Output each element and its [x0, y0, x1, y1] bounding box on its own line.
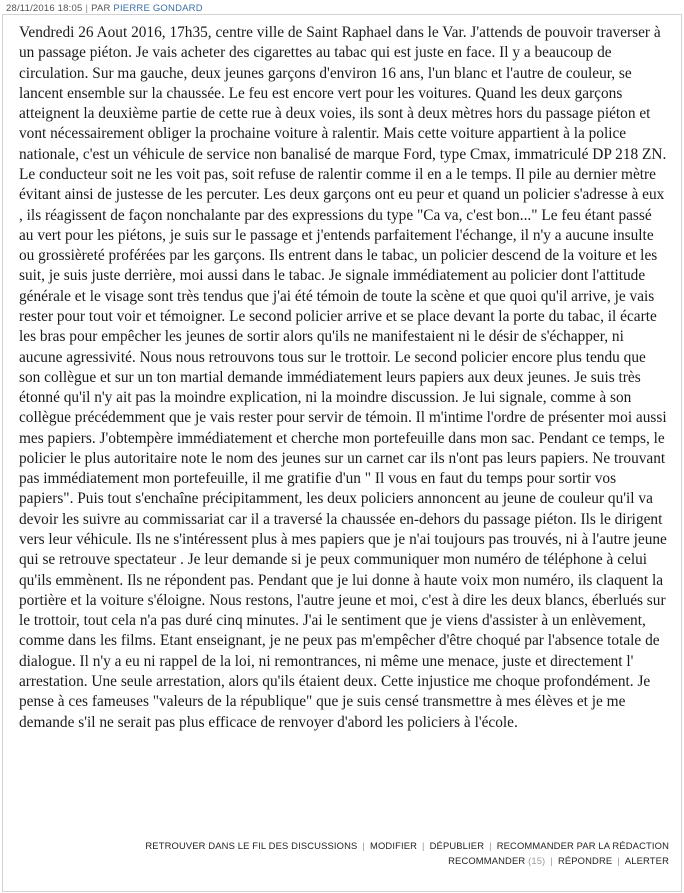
pipe-separator: | [362, 840, 365, 851]
meta-separator: | [85, 3, 89, 14]
repondre-link[interactable]: RÉPONDRE [557, 854, 613, 866]
pipe-separator: | [617, 854, 620, 866]
actions-row-2 [145, 854, 669, 869]
depublier-link[interactable]: DÉPUBLIER [429, 840, 485, 851]
pipe-separator: | [489, 840, 492, 851]
comment-body: Vendredi 26 Aout 2016, 17h35, centre ville de Saint Raphael dans le Var. J'attends de pouvoir traverser à un passage piéton. Je vais acheter des cigarettes au tabac qui est juste en face. Il y a beaucoup de circulation. Sur ma gauche, deux jeunes garçons d'environ 16 ans, l'un blanc et l'autre de couleur, se lancent ensemble sur la chaussée. Le feu est encore vert pour les voitures. Quand les deux garçons atteignent la deuxième partie de cette rue à deux voies, ils sont à deux mètres hors du passage piéton et vont nécessairement obliger la prochaine voiture à ralentir. Mais cette voiture appartient à la police nationale, c'est un véhicule de service non banalisé de marque Ford, type Cmax, immatriculé DP 218 ZN. Le conducteur soit ne les voit pas, soit refuse de ralentir comme il en a le temps. Il pile au dernier mètre évitant ainsi de justesse de les percuter. Les deux garçons ont eu peur et quand un policier s'adresse à eux , ils réagissent de façon nonchalante par des expressions du type "Ca va, c'est bon..." Le feu étant passé au vert pour les piétons, je suis sur le passage et j'entends parfaitement l'échange, il n'y a aucune insulte ou grossièreté proférées par les garçons. Ils entrent dans le tabac, un policier descend de la voiture et les suit, je suis juste derrière, moi aussi dans le tabac. Je signale immédiatement au policier dont l'attitude générale et le visage sont très tendus que j'ai été témoin de toute la scène et que quoi qu'il arrive, je vais rester pour tout voir et témoigner. Le second policier arrive et se place devant la porte du tabac, il écarte les bras pour empêcher les jeunes de sortir alors qu'ils ne manifestaient ni le désir de s'échapper, ni aucune agressivité. Nous nous retrouvons tous sur le trottoir. Le second policier encore plus tendu que son collègue et sur un ton martial demande immédiatement leurs papiers aux deux jeunes. Je suis très étonné qu'il n'y ait pas la moindre explication, ni la moindre discussion. Je lui signale, comme à son collègue précédemment que je vais rester pour servir de témoin. Il m'intime l'ordre de présenter moi aussi mes papiers. J'obtempère immédiatement et cherche mon portefeuille dans mon sac. Pendant ce temps, le policier le plus autoritaire note le nom des jeunes sur un carnet car ils n'ont pas leurs papiers. Ne trouvant pas immédiatement mon portefeuille, il me gratifie d'un " Il vous en faut du temps pour sortir vos papiers". Puis tout s'enchaîne précipitamment, les deux policiers annoncent au jeune de couleur qu'il va devoir les suivre au commissariat car il a traversé la chaussée en-dehors du passage piéton. Ils le dirigent vers leur véhicule. Ils ne s'intéressent plus à mes papiers que je n'ai toujours pas trouvés, ni à l'autre jeune qui se retrouve spectateur . Je leur demande si je peux communiquer mon numéro de téléphone à celui qu'ils emmènent. Ils ne répondent pas. Pendant que je lui donne à haute voix mon numéro, ils claquent la portière et la voiture s'éloigne. Nous restons, l'autre jeune et moi, c'est à dire les deux blancs, éberlués sur le trottoir, tout cela n'a pas duré cinq minutes. J'ai le sentiment que je viens d'assister à un enlèvement, comme dans les films. Etant enseignant, je ne peux pas m'empêcher d'être choqué par l'absence totale de dialogue. Il n'y a eu ni rappel de la loi, ni remontrances, ni même une menace, juste et directement l' arrestation. Une seule arrestation, alors qu'ils étaient deux. Cette injustice me choque profondément. Je pense à ces fameuses "valeurs de la république" que je suis censé transmettre à mes élèves et je me demande s'il ne serait pas plus efficace de renvoyer d'abord les policiers à l'école. [19, 24, 667, 731]
author-link[interactable]: PIERRE GONDARD [113, 3, 203, 14]
recommander-count: (15) [528, 854, 546, 866]
recommander-link[interactable]: RECOMMANDER [448, 854, 526, 866]
recommander-redaction-link[interactable]: RECOMMANDER PAR LA RÉDACTION [496, 840, 669, 851]
retrouver-link[interactable]: RETROUVER DANS LE FIL DES DISCUSSIONS [145, 840, 358, 851]
comment-box [2, 14, 682, 892]
comment-actions [145, 839, 669, 868]
comment-meta [6, 3, 203, 14]
modifier-link[interactable]: MODIFIER [370, 840, 418, 851]
actions-row-1 [145, 839, 669, 854]
comment-timestamp: 28/11/2016 18:05 [6, 3, 83, 14]
pipe-separator: | [550, 854, 553, 866]
pipe-separator: | [422, 840, 425, 851]
by-label: PAR [91, 3, 111, 14]
alerter-link[interactable]: ALERTER [624, 854, 669, 866]
